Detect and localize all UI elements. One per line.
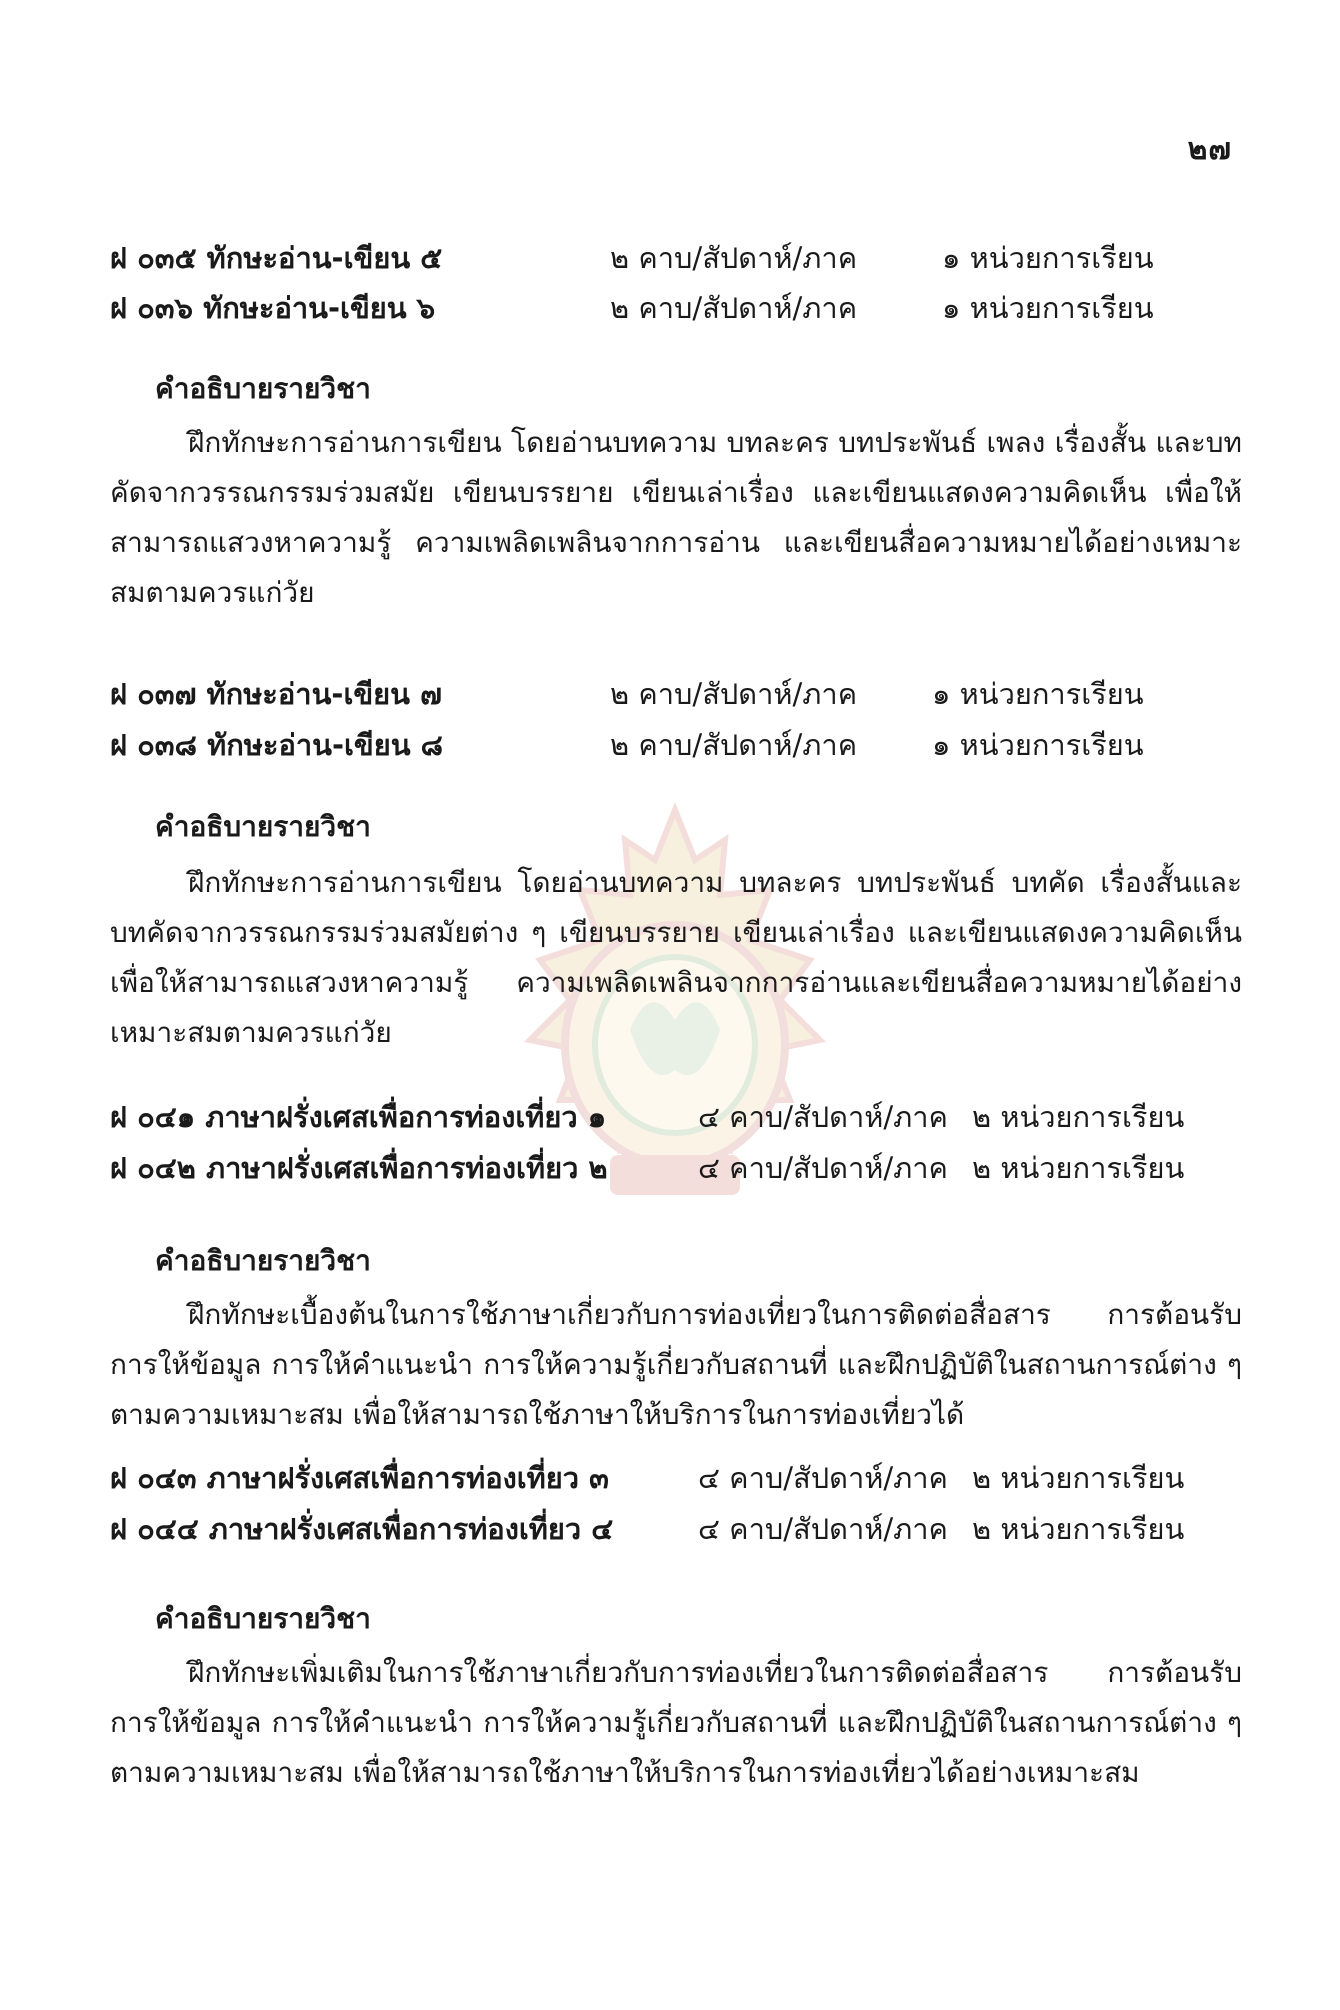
course-code: ฝ ๐๔๒ ภาษาฝรั่งเศสเพื่อการท่องเที่ยว ๒ bbox=[110, 1151, 608, 1185]
course-code: ฝ ๐๓๖ ทักษะอ่าน-เขียน ๖ bbox=[110, 291, 436, 325]
course-description: ฝึกทักษะการอ่านการเขียน โดยอ่านบทความ บทละคร บทประพันธ์ บทคัด เรื่องสั้นและบทคัดจากวรรณกรรมร่วมสมัยต่าง ๆ เขียนบรรยาย เขียนเล่าเรื่อง และเขียนแสดงความคิดเห็น เพื่อให้สามารถแสวงหาความรู้ ความเพลิดเพลินจากการอ่านและเขียนสื่อความหมายได้อย่างเหมาะสมตามควรแก่วัย bbox=[110, 866, 1242, 1049]
course-description: ฝึกทักษะเพิ่มเติมในการใช้ภาษาเกี่ยวกับการท่องเที่ยวในการติดต่อสื่อสาร การต้อนรับ การให้ข้อมูล การให้คำแนะนำ การให้ความรู้เกี่ยวกับสถานที่ และฝึกปฏิบัติในสถานการณ์ต่าง ๆ ตามความเหมาะสม เพื่อให้สามารถใช้ภาษาให้บริการในการท่องเที่ยวได้อย่างเหมาะสม bbox=[110, 1656, 1242, 1789]
section-heading: คำอธิบายรายวิชา bbox=[155, 372, 371, 405]
course-credits: ๑ หน่วยการเรียน bbox=[932, 728, 1144, 762]
course-hours: ๔ คาบ/สัปดาห์/ภาค bbox=[698, 1100, 948, 1134]
course-hours: ๒ คาบ/สัปดาห์/ภาค bbox=[610, 677, 858, 711]
course-credits: ๑ หน่วยการเรียน bbox=[932, 677, 1144, 711]
course-credits: ๒ หน่วยการเรียน bbox=[972, 1100, 1185, 1134]
course-credits: ๒ หน่วยการเรียน bbox=[972, 1151, 1185, 1185]
course-hours: ๒ คาบ/สัปดาห์/ภาค bbox=[610, 241, 858, 275]
course-hours: ๔ คาบ/สัปดาห์/ภาค bbox=[698, 1512, 948, 1546]
course-code: ฝ ๐๔๓ ภาษาฝรั่งเศสเพื่อการท่องเที่ยว ๓ bbox=[110, 1461, 609, 1495]
course-code: ฝ ๐๓๘ ทักษะอ่าน-เขียน ๘ bbox=[110, 728, 444, 762]
course-hours: ๒ คาบ/สัปดาห์/ภาค bbox=[610, 728, 858, 762]
course-credits: ๑ หน่วยการเรียน bbox=[942, 241, 1154, 275]
course-description: ฝึกทักษะการอ่านการเขียน โดยอ่านบทความ บทละคร บทประพันธ์ เพลง เรื่องสั้น และบทคัดจากวรรณกรรมร่วมสมัย เขียนบรรยาย เขียนเล่าเรื่อง และเขียนแสดงความคิดเห็น เพื่อให้สามารถแสวงหาความรู้ ความเพลิดเพลินจากการอ่าน และเขียนสื่อความหมายได้อย่างเหมาะสมตามควรแก่วัย bbox=[110, 426, 1242, 609]
section-heading: คำอธิบายรายวิชา bbox=[155, 810, 371, 843]
course-credits: ๑ หน่วยการเรียน bbox=[942, 291, 1154, 325]
course-code: ฝ ๐๔๔ ภาษาฝรั่งเศสเพื่อการท่องเที่ยว ๔ bbox=[110, 1512, 614, 1546]
section-heading: คำอธิบายรายวิชา bbox=[155, 1602, 371, 1635]
course-hours: ๔ คาบ/สัปดาห์/ภาค bbox=[698, 1151, 948, 1185]
course-code: ฝ ๐๓๗ ทักษะอ่าน-เขียน ๗ bbox=[110, 677, 442, 711]
course-credits: ๒ หน่วยการเรียน bbox=[972, 1461, 1185, 1495]
course-credits: ๒ หน่วยการเรียน bbox=[972, 1512, 1185, 1546]
course-hours: ๒ คาบ/สัปดาห์/ภาค bbox=[610, 291, 858, 325]
course-description: ฝึกทักษะเบื้องต้นในการใช้ภาษาเกี่ยวกับการท่องเที่ยวในการติดต่อสื่อสาร การต้อนรับ การให้ข้อมูล การให้คำแนะนำ การให้ความรู้เกี่ยวกับสถานที่ และฝึกปฏิบัติในสถานการณ์ต่าง ๆ ตามความเหมาะสม เพื่อให้สามารถใช้ภาษาให้บริการในการท่องเที่ยวได้ bbox=[110, 1298, 1242, 1431]
course-code: ฝ ๐๓๕ ทักษะอ่าน-เขียน ๕ bbox=[110, 241, 443, 275]
course-hours: ๔ คาบ/สัปดาห์/ภาค bbox=[698, 1461, 948, 1495]
section-heading: คำอธิบายรายวิชา bbox=[155, 1244, 371, 1277]
page-number: ๒๗ bbox=[1187, 132, 1232, 167]
course-code: ฝ ๐๔๑ ภาษาฝรั่งเศสเพื่อการท่องเที่ยว ๑ bbox=[110, 1100, 607, 1134]
